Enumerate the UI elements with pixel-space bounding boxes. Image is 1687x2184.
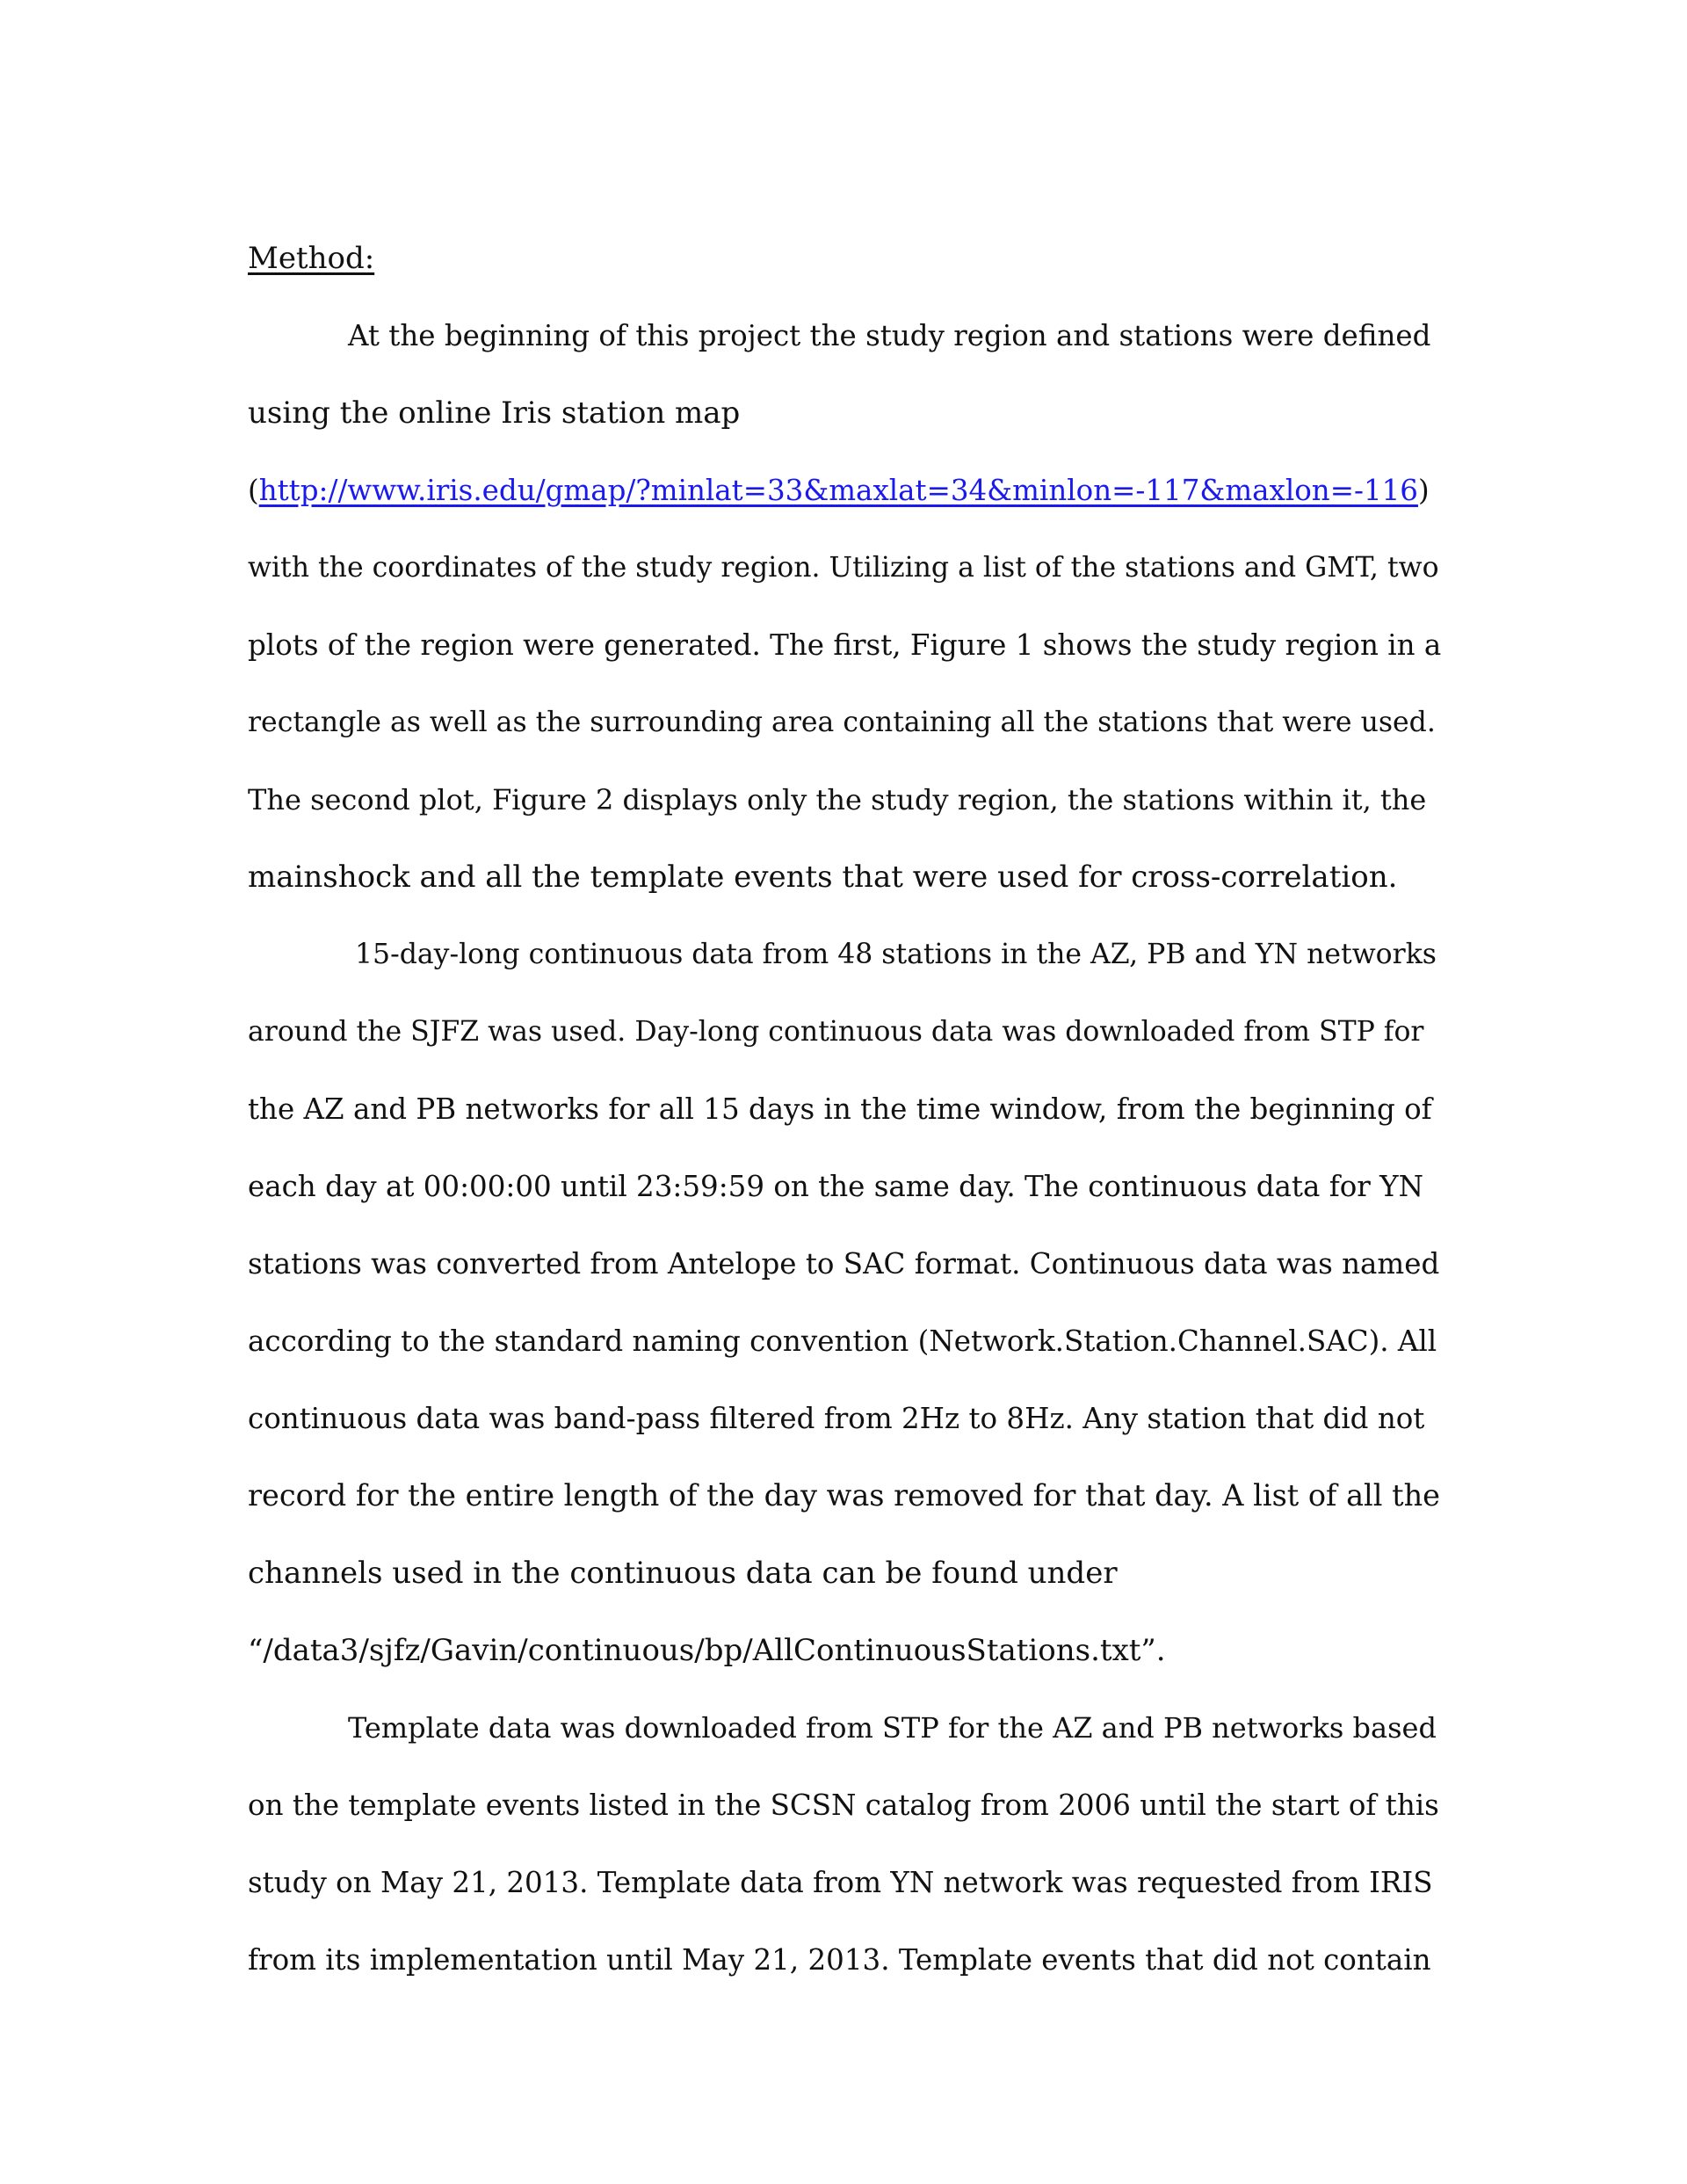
paragraph-line: rectangle as well as the surrounding area containing all the stations that were used. — [248, 707, 1436, 738]
paragraph-line: At the beginning of this project the study region and stations were defined — [348, 319, 1431, 352]
paragraph-line: mainshock and all the template events that were used for cross-correlation. — [248, 860, 1398, 895]
paragraph-line: The second plot, Figure 2 displays only the study region, the stations within it, the — [248, 783, 1427, 816]
paragraph-line: 15-day-long continuous data from 48 stations in the AZ, PB and YN networks — [355, 939, 1437, 970]
link-line — [248, 471, 1430, 510]
paragraph-line: channels used in the continuous data can be found under — [248, 1556, 1118, 1591]
paragraph-line: using the online Iris station map — [248, 395, 741, 431]
paragraph-line: the AZ and PB networks for all 15 days in the time window, from the beginning of — [248, 1092, 1432, 1126]
paragraph-line: from its implementation until May 21, 2013. Template events that did not contain — [248, 1943, 1431, 1977]
paragraph-line: around the SJFZ was used. Day-long continuous data was downloaded from STP for — [248, 1016, 1424, 1048]
paragraph-line: on the template events listed in the SCSN catalog from 2006 until the start of this — [248, 1789, 1439, 1822]
paragraph-line: record for the entire length of the day was removed for that day. A list of all the — [248, 1478, 1440, 1513]
file-path-line: “/data3/sjfz/Gavin/continuous/bp/AllContinuousStations.txt”. — [248, 1633, 1166, 1668]
paragraph-line: plots of the region were generated. The first, Figure 1 shows the study region in a — [248, 628, 1442, 662]
paragraph-line: study on May 21, 2013. Template data from YN network was requested from IRIS — [248, 1866, 1433, 1899]
paragraph-line: Template data was downloaded from STP for the AZ and PB networks based — [348, 1711, 1437, 1745]
paragraph-line: continuous data was band-pass filtered from 2Hz to 8Hz. Any station that did not — [248, 1402, 1425, 1435]
paragraph-line: with the coordinates of the study region. Utilizing a list of the stations and GMT, two — [248, 552, 1439, 584]
paragraph-line: stations was converted from Antelope to SAC format. Continuous data was named — [248, 1247, 1440, 1281]
close-paren: ) — [1417, 474, 1430, 507]
open-paren: ( — [248, 474, 259, 507]
paragraph-line: each day at 00:00:00 until 23:59:59 on the same day. The continuous data for YN — [248, 1170, 1424, 1203]
section-heading: Method: — [248, 241, 375, 276]
iris-station-map-link[interactable]: http://www.iris.edu/gmap/?minlat=33&maxlat=34&minlon=-117&maxlon=-116 — [258, 474, 1418, 507]
paragraph-line: according to the standard naming convention (Network.Station.Channel.SAC). All — [248, 1324, 1437, 1358]
